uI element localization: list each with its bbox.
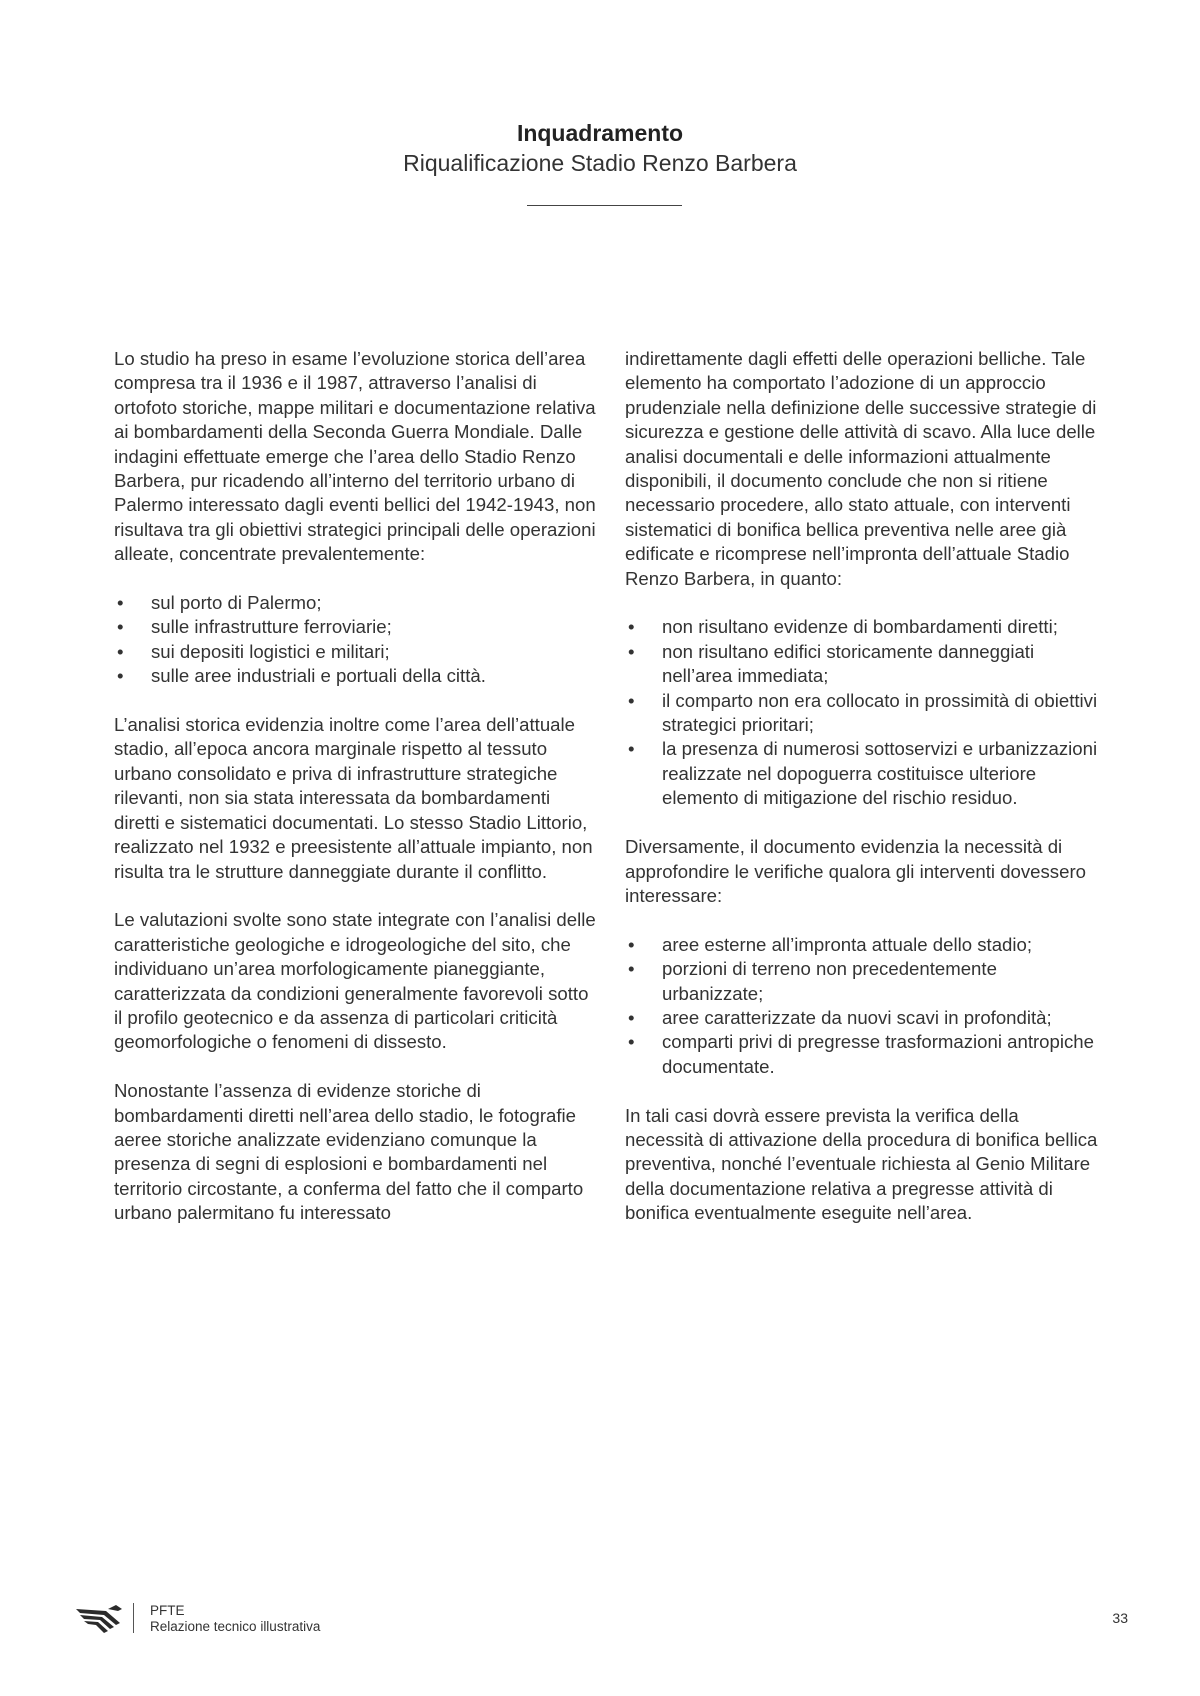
right-column xyxy=(625,347,1100,1226)
paragraph: Nonostante l’assenza di evidenze storiche di bombardamenti diretti nell’area dello stadio, le fotografie aeree storiche analizzate evidenziano comunque la presenza di segni di esplosioni e bombardamenti nel territorio circostante, a conferma del fatto che il comparto urbano palermitano fu interessato xyxy=(114,1080,584,1224)
bullet-list xyxy=(625,615,1100,810)
footer-separator xyxy=(133,1603,134,1633)
eagle-logo-icon xyxy=(76,1603,122,1635)
list-item: • non risultano evidenze di bombardamenti diretti; xyxy=(625,615,1100,639)
page-number: 33 xyxy=(1112,1610,1128,1626)
page-subtitle: Riqualificazione Stadio Renzo Barbera xyxy=(403,150,797,176)
paragraph: Le valutazioni svolte sono state integrate con l’analisi delle caratteristiche geologiche e idrogeologiche del sito, che individuano un’area morfologicamente pianeggiante, caratterizzata da condizioni generalmente favorevoli sotto il profilo geotecnico e da assenza di particolari criticità geomorfologiche o fenomeni di dissesto. xyxy=(114,909,596,1053)
list-item: • la presenza di numerosi sottoservizi e urbanizzazioni realizzate nel dopoguerra costituisce ulteriore elemento di mitigazione del rischio residuo. xyxy=(625,737,1100,810)
footer-doc-code: PFTE xyxy=(150,1603,185,1618)
list-item: • comparti privi di pregresse trasformazioni antropiche documentate. xyxy=(625,1030,1100,1079)
list-item: • sui depositi logistici e militari; xyxy=(114,640,599,664)
list-item: • sul porto di Palermo; xyxy=(114,591,599,615)
bullet-list xyxy=(625,933,1100,1079)
paragraph: indirettamente dagli effetti delle operazioni belliche. Tale elemento ha comportato l’adozione di un approccio prudenziale nella definizione delle successive strategie di sicurezza e gestione delle attività di scavo. Alla luce delle analisi documentali e delle informazioni attualmente disponibili, il documento conclude che non si ritiene necessario procedere, allo stato attuale, con interventi sistematici di bonifica bellica preventiva nelle aree già edificate e ricomprese nell’impronta dell’attuale Stadio Renzo Barbera, in quanto: xyxy=(625,348,1097,589)
header-divider xyxy=(527,205,682,206)
footer-document-info xyxy=(150,1603,320,1635)
left-column xyxy=(114,347,599,1226)
list-item: • porzioni di terreno non precedentemente urbanizzate; xyxy=(625,957,1100,1006)
page-header xyxy=(0,118,1200,178)
page-title: Inquadramento xyxy=(516,120,684,146)
footer-doc-title: Relazione tecnico illustrativa xyxy=(150,1619,321,1634)
list-item: • non risultano edifici storicamente danneggiati nell’area immediata; xyxy=(625,640,1100,689)
paragraph: Lo studio ha preso in esame l’evoluzione storica dell’area compresa tra il 1936 e il 1987, attraverso l’analisi di ortofoto storiche, mappe militari e documentazione relativa ai bombardamenti della Seconda Guerra Mondiale. Dalle indagini effettuate emerge che l’area dello Stadio Renzo Barbera, pur ricadendo all’interno del territorio urbano di Palermo interessato dagli eventi bellici del 1942-1943, non risultava tra gli obiettivi strategici principali delle operazioni alleate, concentrate prevalentemente: xyxy=(114,348,596,565)
list-item: • il comparto non era collocato in prossimità di obiettivi strategici prioritari; xyxy=(625,689,1100,738)
list-item: • aree caratterizzate da nuovi scavi in profondità; xyxy=(625,1006,1100,1030)
paragraph: L’analisi storica evidenzia inoltre come l’area dell’attuale stadio, all’epoca ancora marginale rispetto al tessuto urbano consolidato e priva di infrastrutture strategiche rilevanti, non sia stata interessata da bombardamenti diretti e sistematici documentati. Lo stesso Stadio Littorio, realizzato nel 1932 e preesistente all’attuale impianto, non risulta tra le strutture danneggiate durante il conflitto. xyxy=(114,714,593,882)
paragraph: In tali casi dovrà essere prevista la verifica della necessità di attivazione della procedura di bonifica bellica preventiva, nonché l’eventuale richiesta al Genio Militare della documentazione relativa a pregresse attività di bonifica eventualmente eseguite nell’area. xyxy=(625,1104,1098,1224)
list-item: • sulle aree industriali e portuali della città. xyxy=(114,664,599,688)
bullet-list xyxy=(114,591,599,689)
list-item: • sulle infrastrutture ferroviarie; xyxy=(114,615,599,639)
paragraph: Diversamente, il documento evidenzia la necessità di approfondire le verifiche qualora gli interventi dovessero interessare: xyxy=(625,836,1086,906)
list-item: • aree esterne all’impronta attuale dello stadio; xyxy=(625,933,1100,957)
